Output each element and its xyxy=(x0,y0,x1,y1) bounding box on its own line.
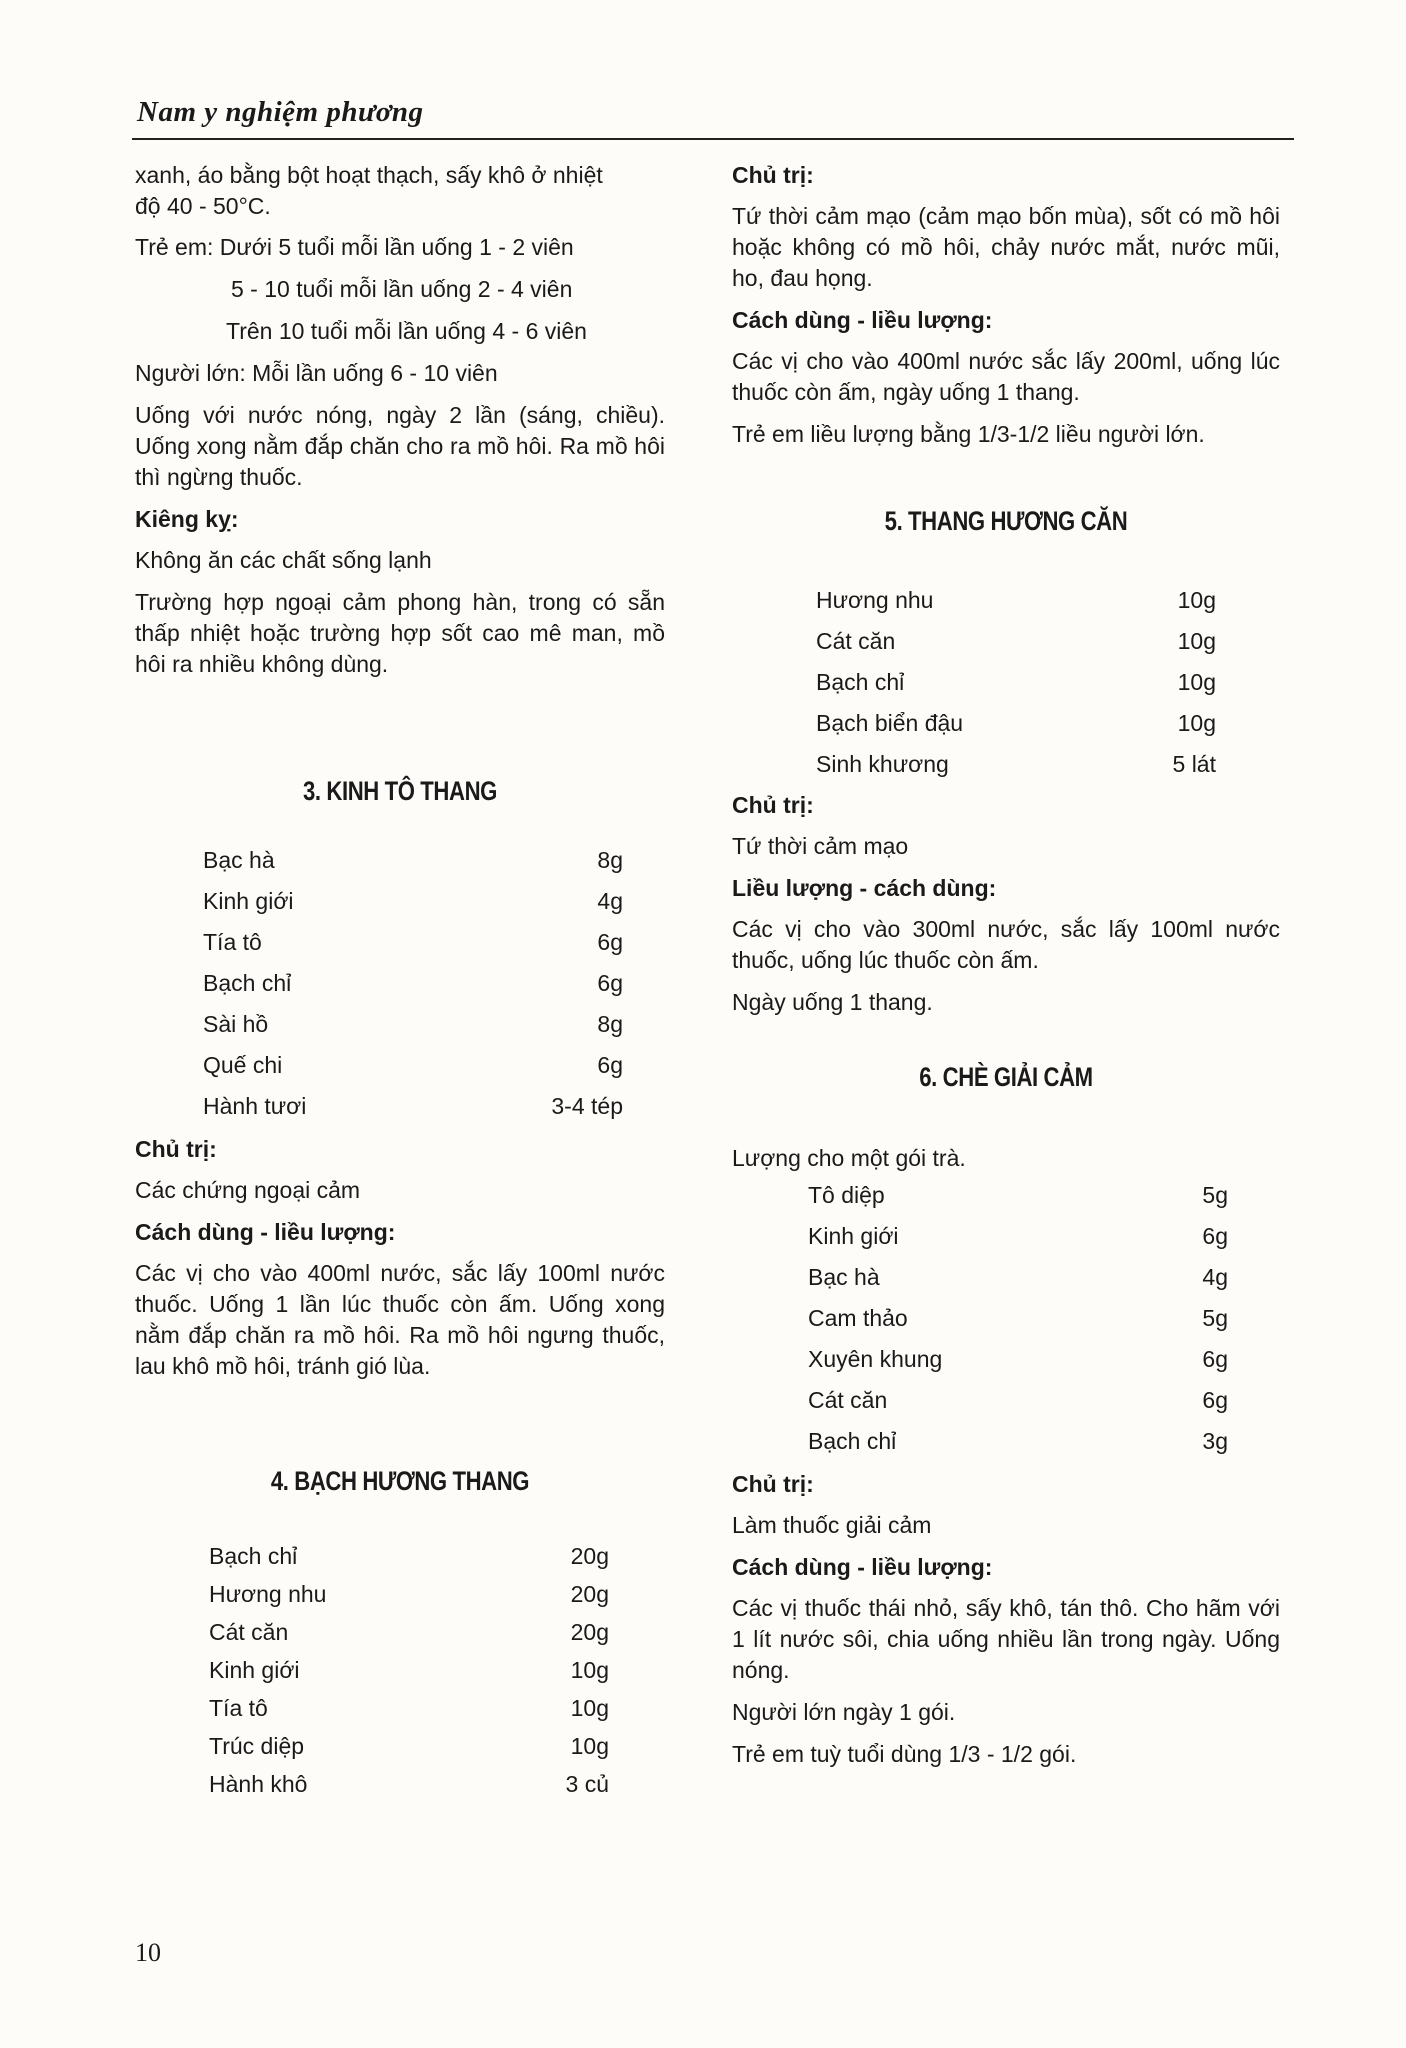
ingredient-table-3 xyxy=(135,845,623,1132)
running-head: Nam y nghiệm phương xyxy=(137,96,424,128)
ingredient-row xyxy=(209,1541,609,1579)
ingredient-qty: 6g xyxy=(1202,1223,1228,1249)
ingredient-qty: 10g xyxy=(570,1657,609,1683)
ingredient-name: Xuyên khung xyxy=(808,1346,943,1372)
ingredient-row xyxy=(203,1050,623,1091)
ingredient-qty: 4g xyxy=(1202,1264,1228,1290)
ingredient-name: Cát căn xyxy=(816,628,896,654)
ingredient-name: Tô diệp xyxy=(808,1182,885,1208)
ingredient-name: Bạc hà xyxy=(808,1264,880,1290)
ingredient-name: Cát căn xyxy=(808,1387,888,1413)
ingredient-qty: 20g xyxy=(570,1543,609,1569)
ingredient-qty: 20g xyxy=(570,1619,609,1645)
ingredient-qty: 3-4 tép xyxy=(551,1093,623,1119)
ingredient-qty: 3 củ xyxy=(565,1771,609,1797)
ingredient-qty: 8g xyxy=(597,847,623,873)
ingredient-qty: 6g xyxy=(597,970,623,996)
ingredient-row xyxy=(209,1769,609,1807)
ingredient-row xyxy=(203,1009,623,1050)
ingredient-name: Bạch chỉ xyxy=(203,970,292,996)
contraindication-text: Không ăn các chất sống lạnh xyxy=(135,547,432,573)
ingredient-row xyxy=(209,1617,609,1655)
ingredient-row xyxy=(816,667,1216,708)
ingredient-row xyxy=(816,626,1216,667)
ingredient-qty: 10g xyxy=(1177,587,1216,613)
ingredient-name: Tía tô xyxy=(203,929,262,955)
ingredient-qty: 4g xyxy=(597,888,623,914)
ingredient-name: Trúc diệp xyxy=(209,1733,305,1759)
ingredient-name: Bạch biển đậu xyxy=(816,710,964,736)
ingredient-name: Bạc hà xyxy=(203,847,275,873)
header-rule xyxy=(132,138,1294,140)
usage-label: Cách dùng - liều lượng: xyxy=(135,1219,396,1245)
ingredient-row xyxy=(808,1385,1228,1426)
ingredient-name: Hương nhu xyxy=(816,587,934,613)
ingredient-qty: 10g xyxy=(1177,669,1216,695)
indication-label: Chủ trị: xyxy=(732,792,814,818)
usage-label: Liều lượng - cách dùng: xyxy=(732,875,997,901)
child-dose-line: Trẻ em: Dưới 5 tuổi mỗi lần uống 1 - 2 viên xyxy=(135,234,574,260)
ingredient-name: Kinh giới xyxy=(209,1657,300,1683)
indication-text: Làm thuốc giải cảm xyxy=(732,1512,932,1538)
usage-label: Cách dùng - liều lượng: xyxy=(732,1554,993,1580)
section-title-4: 4. BẠCH HƯƠNG THANG xyxy=(270,1466,530,1496)
ingredient-row xyxy=(209,1579,609,1617)
indication-text: Tứ thời cảm mạo (cảm mạo bốn mùa), sốt có mồ hôi hoặc không có mồ hôi, chảy nước mắt, nước mũi, ho, đau họng. xyxy=(732,203,1280,291)
ingredient-row xyxy=(816,708,1216,749)
ingredient-qty: 10g xyxy=(1177,710,1216,736)
section-title-3: 3. KINH TÔ THANG xyxy=(303,776,497,806)
ingredient-qty: 6g xyxy=(1202,1387,1228,1413)
amount-note: Lượng cho một gói trà. xyxy=(732,1145,966,1171)
contraindication-text: Trường hợp ngoại cảm phong hàn, trong có sẵn thấp nhiệt hoặc trường hợp sốt cao mê man, mồ hôi ra nhiều không dùng. xyxy=(135,589,665,677)
ingredient-qty: 10g xyxy=(1177,628,1216,654)
ingredient-name: Hương nhu xyxy=(209,1581,327,1607)
ingredient-name: Kinh giới xyxy=(203,888,294,914)
indication-label: Chủ trị: xyxy=(732,1471,814,1497)
ingredient-qty: 10g xyxy=(570,1733,609,1759)
indication-label: Chủ trị: xyxy=(732,162,814,188)
contraindication-label: Kiêng kỵ: xyxy=(135,506,239,532)
indication-label: Chủ trị: xyxy=(135,1136,217,1162)
usage-label: Cách dùng - liều lượng: xyxy=(732,307,993,333)
intro-line: xanh, áo bằng bột hoạt thạch, sấy khô ở nhiệt xyxy=(135,162,603,188)
ingredient-qty: 6g xyxy=(1202,1346,1228,1372)
ingredient-row xyxy=(808,1426,1228,1467)
child-dose-line: Trên 10 tuổi mỗi lần uống 4 - 6 viên xyxy=(226,318,587,344)
ingredient-qty: 6g xyxy=(597,929,623,955)
ingredient-row xyxy=(209,1731,609,1769)
ingredient-name: Cát căn xyxy=(209,1619,289,1645)
ingredient-row xyxy=(808,1180,1228,1221)
indication-text: Các chứng ngoại cảm xyxy=(135,1177,361,1203)
ingredient-row xyxy=(203,927,623,968)
section-title-5: 5. THANG HƯƠNG CĂN xyxy=(884,506,1128,536)
ingredient-row xyxy=(816,749,1216,790)
ingredient-row xyxy=(808,1344,1228,1385)
adult-dose-line: Người lớn: Mỗi lần uống 6 - 10 viên xyxy=(135,360,498,386)
ingredient-qty: 5 lát xyxy=(1172,751,1216,777)
right-column xyxy=(732,160,1280,1781)
ingredient-table-4 xyxy=(135,1541,609,1807)
ingredient-row xyxy=(203,1091,623,1132)
ingredient-name: Kinh giới xyxy=(808,1223,899,1249)
ingredient-name: Sinh khương xyxy=(816,751,949,777)
ingredient-name: Quế chi xyxy=(203,1052,283,1078)
ingredient-qty: 8g xyxy=(597,1011,623,1037)
ingredient-row xyxy=(808,1303,1228,1344)
child-dose-line: 5 - 10 tuổi mỗi lần uống 2 - 4 viên xyxy=(231,276,573,302)
ingredient-name: Bạch chỉ xyxy=(209,1543,298,1569)
ingredient-name: Tía tô xyxy=(209,1695,268,1721)
usage-text: Trẻ em liều lượng bằng 1/3-1/2 liều người lớn. xyxy=(732,421,1205,447)
ingredient-qty: 5g xyxy=(1202,1305,1228,1331)
usage-text: Các vị thuốc thái nhỏ, sấy khô, tán thô. Cho hãm với 1 lít nước sôi, chia uống nhiều lần trong ngày. Uống nóng. xyxy=(732,1595,1280,1683)
usage-text: Các vị cho vào 300ml nước, sắc lấy 100ml nước thuốc, uống lúc thuốc còn ấm. xyxy=(732,916,1280,973)
ingredient-name: Bạch chỉ xyxy=(808,1428,897,1454)
usage-text: Các vị cho vào 400ml nước, sắc lấy 100ml nước thuốc. Uống 1 lần lúc thuốc còn ấm. Uống xong nằm đắp chăn ra mồ hôi. Ra mồ hôi ngưng thuốc, lau khô mồ hôi, tránh gió lùa. xyxy=(135,1260,665,1379)
ingredient-row xyxy=(203,968,623,1009)
ingredient-qty: 5g xyxy=(1202,1182,1228,1208)
ingredient-row xyxy=(209,1655,609,1693)
ingredient-row xyxy=(203,886,623,927)
intro-line: độ 40 - 50°C. xyxy=(135,193,271,219)
ingredient-name: Hành khô xyxy=(209,1771,308,1797)
ingredient-table-6 xyxy=(732,1180,1228,1467)
indication-text: Tứ thời cảm mạo xyxy=(732,833,909,859)
ingredient-qty: 3g xyxy=(1202,1428,1228,1454)
usage-text: Người lớn ngày 1 gói. xyxy=(732,1699,956,1725)
ingredient-row xyxy=(808,1221,1228,1262)
section-title-6: 6. CHÈ GIẢI CẢM xyxy=(919,1062,1093,1092)
ingredient-name: Bạch chỉ xyxy=(816,669,905,695)
ingredient-name: Sài hồ xyxy=(203,1011,269,1037)
usage-paragraph: Uống với nước nóng, ngày 2 lần (sáng, chiều). Uống xong nằm đắp chăn cho ra mồ hôi. Ra mồ hôi thì ngừng thuốc. xyxy=(135,402,665,490)
ingredient-row xyxy=(816,585,1216,626)
usage-text: Ngày uống 1 thang. xyxy=(732,989,933,1015)
usage-text: Trẻ em tuỳ tuổi dùng 1/3 - 1/2 gói. xyxy=(732,1741,1077,1767)
ingredient-qty: 10g xyxy=(570,1695,609,1721)
ingredient-name: Cam thảo xyxy=(808,1305,908,1331)
ingredient-qty: 20g xyxy=(570,1581,609,1607)
ingredient-row xyxy=(209,1693,609,1731)
page-number: 10 xyxy=(135,1938,161,1967)
left-column xyxy=(135,160,665,1807)
ingredient-name: Hành tươi xyxy=(203,1093,307,1119)
ingredient-table-5 xyxy=(732,585,1216,790)
ingredient-row xyxy=(203,845,623,886)
usage-text: Các vị cho vào 400ml nước sắc lấy 200ml, uống lúc thuốc còn ấm, ngày uống 1 thang. xyxy=(732,348,1280,405)
ingredient-qty: 6g xyxy=(597,1052,623,1078)
ingredient-row xyxy=(808,1262,1228,1303)
